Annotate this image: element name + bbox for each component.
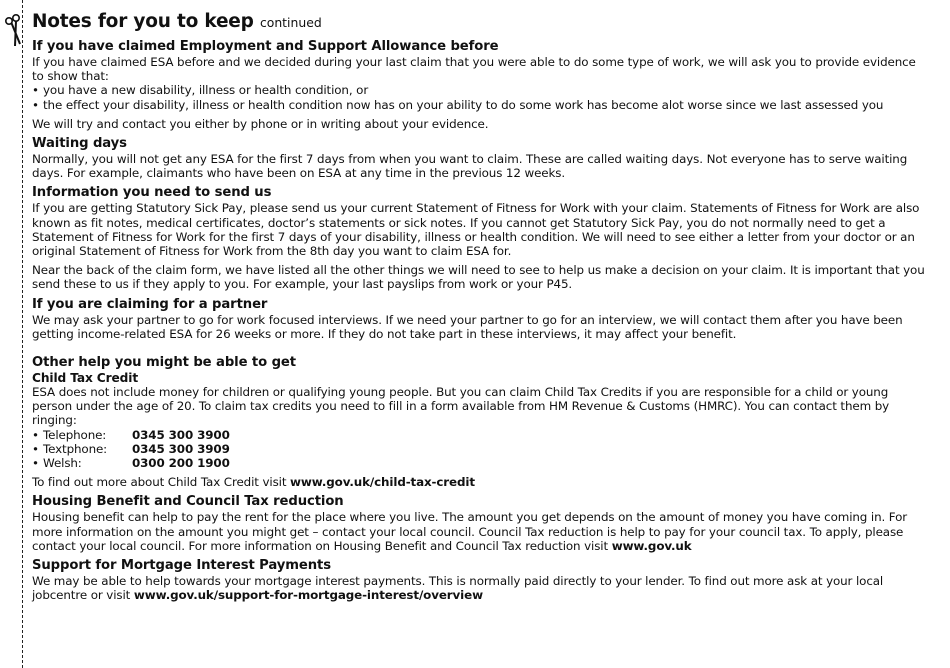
section-text: Normally, you will not get any ESA for the first 7 days from when you want to claim. These are called waiting days. Not everyone has to serve waiting days. For example, claimants who have been on ESA at any time in the previous 12 weeks. <box>32 152 908 181</box>
other-help-section <box>32 355 927 489</box>
list-item: • you have a new disability, illness or health condition, or <box>32 83 927 97</box>
list-item: • the effect your disability, illness or health condition now has on your ability to do some work has become alot worse since we last assessed you <box>32 98 927 112</box>
section-heading: Waiting days <box>32 136 127 152</box>
mortgage-link: www.gov.uk/support-for-mortgage-interest/overview <box>133 588 483 603</box>
evidence-list <box>32 83 927 111</box>
subheading: Child Tax Credit <box>32 371 139 386</box>
list-item <box>32 442 927 456</box>
scissors-icon <box>3 12 27 52</box>
section-heading: Housing Benefit and Council Tax reduction <box>32 494 344 510</box>
information-section <box>32 185 927 291</box>
phone-number: 0345 300 3900 <box>132 427 230 442</box>
phone-number: 0300 200 1900 <box>132 456 230 471</box>
section-text: ESA does not include money for children or qualifying young people. But you can claim Child Tax Credits if you are responsible for a child or young person under the age of 20. To claim tax credits you need to fill in a form available from HM Revenue & Customs (HMRC). You can contact them by ringing: <box>32 385 890 428</box>
partner-section <box>32 297 927 341</box>
mortgage-section <box>32 558 927 602</box>
phone-number: 0345 300 3909 <box>132 441 230 456</box>
housing-link: www.gov.uk <box>611 538 692 553</box>
child-tax-credit-link: www.gov.uk/child-tax-credit <box>290 475 475 490</box>
housing-section <box>32 494 927 553</box>
section-text: If you are getting Statutory Sick Pay, please send us your current Statement of Fitness for Work with your claim. Statements of Fitness for Work are also known as fit notes, medical certificates, doctor’s statements or sick notes. If you cannot get Statutory Sick Pay, you do not normally need to get a Statement of Fitness for Work for the first 7 days of your disability, illness or health condition. We will need to see either a letter from your doctor or an original Statement of Fitness for Work from the 8th day you want to claim ESA for. <box>32 201 920 259</box>
phone-label: Welsh: <box>43 456 82 471</box>
phone-label: Textphone: <box>43 441 108 456</box>
phone-label: Telephone: <box>43 427 107 442</box>
waiting-days-section <box>32 136 927 180</box>
section-heading: If you have claimed Employment and Support Allowance before <box>32 39 499 54</box>
section-heading: If you are claiming for a partner <box>32 296 268 312</box>
list-item <box>32 428 927 442</box>
section-text: We will try and contact you either by phone or in writing about your evidence. <box>32 116 489 131</box>
notes-document <box>32 10 927 602</box>
section-text: Near the back of the claim form, we have listed all the other things we will need to see to help us make a decision on your claim. It is important that you send these to us if they apply to you. For example, your last payslips from work or your P45. <box>32 263 925 292</box>
list-item <box>32 456 927 470</box>
section-text: We may ask your partner to go for work focused interviews. If we need your partner to go for an interview, we will contact them after you have been getting income-related ESA for 26 weeks or more. If they do not take part in these interviews, it may affect your benefit. <box>32 312 903 341</box>
esa-before-section <box>32 39 927 131</box>
section-text: We may be able to help towards your mortgage interest payments. This is normally paid directly to your lender. To find out more ask at your local jobcentre or visit www.gov.uk/support-for-mortgage-interest/overview <box>32 574 884 603</box>
section-heading: Information you need to send us <box>32 185 272 201</box>
section-heading: Support for Mortgage Interest Payments <box>32 558 331 574</box>
section-heading: Other help you might be able to get <box>32 355 296 371</box>
continued-label: continued <box>259 15 322 30</box>
section-text: If you have claimed ESA before and we decided during your last claim that you were able to do some type of work, we will ask you to provide evidence to show that: <box>32 55 916 84</box>
page-title: Notes for you to keep continued <box>32 11 322 32</box>
section-text: Housing benefit can help to pay the rent for the place where you live. The amount you get depends on the amount of money you have coming in. For more information on the amount you might get – contact your local council. Council Tax reduction is help to pay for your council tax. To apply, please contact your local council. For more information on Housing Benefit and Council Tax reduction visit www.gov.uk <box>32 510 908 553</box>
section-text: To find out more about Child Tax Credit visit www.gov.uk/child-tax-credit <box>32 475 475 490</box>
cut-line <box>22 0 23 668</box>
phone-list <box>32 428 927 471</box>
